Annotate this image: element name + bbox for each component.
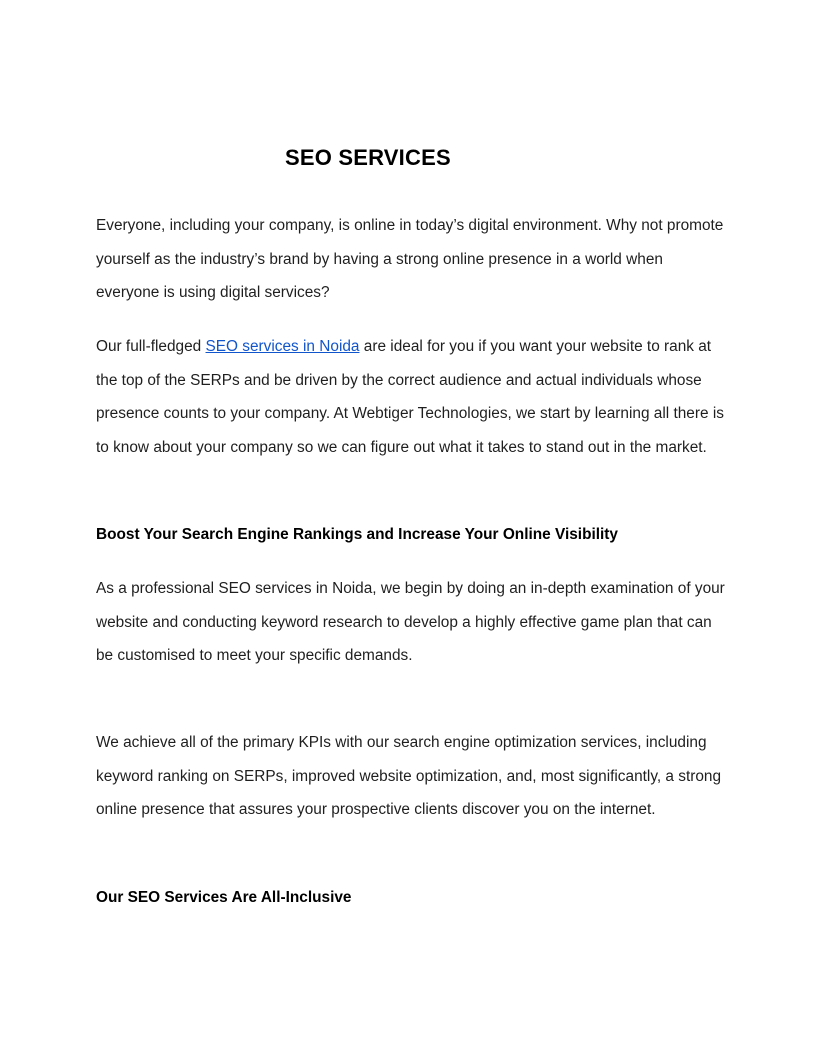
professional-paragraph — [96, 572, 726, 673]
page-title: SEO SERVICES — [285, 145, 451, 170]
section-heading-rankings: Boost Your Search Engine Rankings and Increase Your Online Visibility — [96, 526, 618, 543]
professional-text: As a professional SEO services in Noida, we begin by doing an in-depth examination of your website and conducting keyword research to develop a highly effective game plan that can be customised to meet your specific demands. — [96, 580, 725, 665]
intro-paragraph — [96, 209, 726, 310]
services-text-before: Our full-fledged — [96, 338, 206, 355]
services-paragraph — [96, 330, 726, 464]
kpi-paragraph — [96, 726, 726, 827]
kpi-text: We achieve all of the primary KPIs with our search engine optimization services, including keyword ranking on SERPs, improved website optimization, and, most significantly, a strong online presence that assures your prospective clients discover you on the internet. — [96, 734, 722, 819]
intro-text: Everyone, including your company, is online in today’s digital environment. Why not promote yourself as the industry’s brand by having a strong online presence in a world when everyone is using digital services? — [96, 217, 724, 302]
services-text-after: are ideal for you if you want your website to rank at the top of the SERPs and be driven by the correct audience and actual individuals whose presence counts to your company. At Webtiger Technologies, we start by learning all there is to know about your company so we can figure out what it takes to stand out in the market. — [96, 338, 724, 456]
section-heading-all-inclusive: Our SEO Services Are All-Inclusive — [96, 889, 352, 906]
seo-services-noida-link[interactable]: SEO services in Noida — [205, 338, 360, 355]
